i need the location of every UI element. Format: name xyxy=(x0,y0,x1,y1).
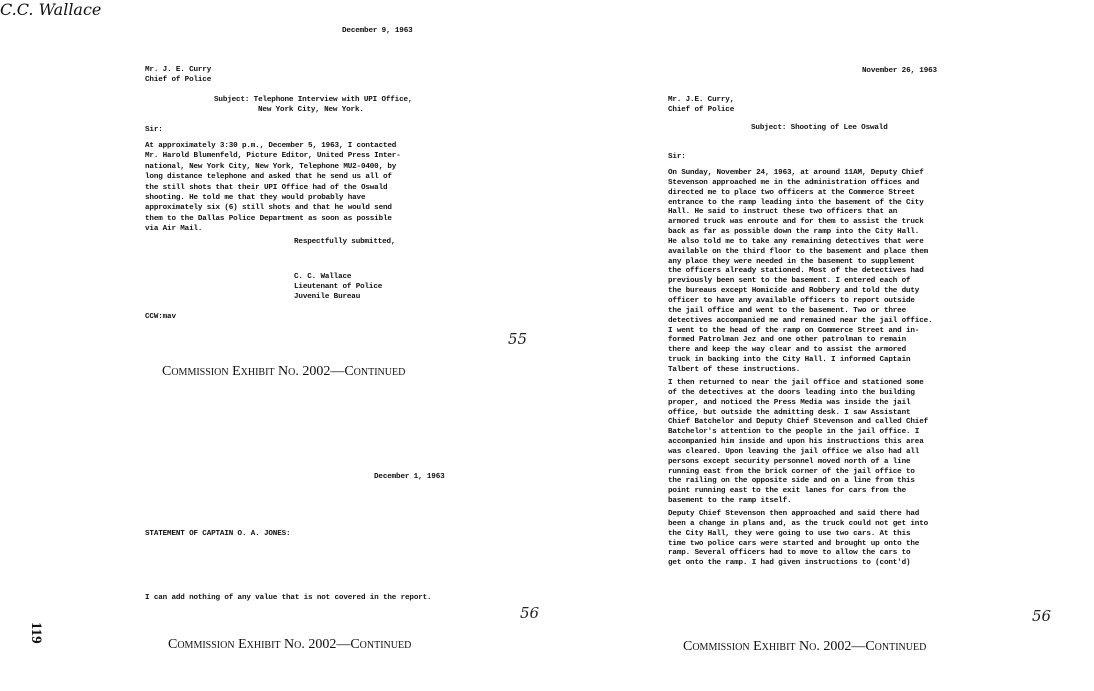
salutation: Sir: xyxy=(668,153,686,161)
subject-line-1: Subject: Telephone Interview with UPI Office, xyxy=(214,96,413,104)
letter-date: November 26, 1963 xyxy=(862,67,937,75)
letter-paragraph-2: I then returned to near the jail office and stationed some of the detectives at the doors leading into the building proper, and noticed the Press Media was inside the jail office, but outside the admitting desk. I saw Assistant Chief Batchelor and Deputy Chief Stevenson and called Chief Batchelor's attention to the people in the jail office. I accompanied him inside and upon his instructions this area was cleared. Upon leaving the jail office we also had all persons except security personnel moved north of a line running east from the brick corner of the jail office to the railing on the opposite side and on a line from this point running east to the exit lanes for cars from the basement to the ramp itself. xyxy=(668,379,929,506)
exhibit-caption: Commission Exhibit No. 2002—Continued xyxy=(162,364,406,379)
statement-body: I can add nothing of any value that is not covered in the report. xyxy=(145,594,432,602)
handwritten-number: 56 xyxy=(1032,607,1052,625)
statement-title: STATEMENT OF CAPTAIN O. A. JONES: xyxy=(145,530,291,538)
letter-date: December 9, 1963 xyxy=(342,27,413,35)
initials: CCW:mav xyxy=(145,313,176,321)
addressee-line-1: Mr. J.E. Curry, xyxy=(668,96,735,104)
closing: Respectfully submitted, xyxy=(294,238,396,246)
letter-paragraph-1: On Sunday, November 24, 1963, at around 11AM, Deputy Chief Stevenson approached me in the administration offices and directed me to place two officers at the Commerce Street entrance to the ramp leading into the basement of the City Hall. He said to instruct these two officers that an armored truck was enroute and for them to assist the truck back as far as possible down the ramp into the City Hall. He also told me to take any remaining detectives that were available on the third floor to the basement and place them any place they were needed in the basement to supplement the officers already stationed. Most of the detectives had previously been sent to the basement. I entered each of the bureaus except Homicide and Robbery and told the duty officer to have any available officers to report outside the jail office and went to the basement. Two or three detectives accompanied me and remained near the jail office. I went to the head of the ramp on Commerce Street and in- formed Patrolman Jez and one other patrolman to remain there and keep the way clear and to assist the armored truck in backing into the City Hall. I informed Captain Talbert of these instructions. xyxy=(668,169,933,374)
exhibit-caption: Commission Exhibit No. 2002—Continued xyxy=(168,637,412,652)
letter-paragraph-3: Deputy Chief Stevenson then approached and said there had been a change in plans and, as the truck could not get into the City Hall, they were going to use two cars. At this time two police cars were started and brought up onto the ramp. Several officers had to move to allow the cars to get onto the ramp. I had given instructions to (cont'd) xyxy=(668,510,929,568)
statement-date: December 1, 1963 xyxy=(374,473,445,481)
addressee-line-2: Chief of Police xyxy=(668,106,735,114)
signature: C.C. Wallace xyxy=(0,0,102,19)
subject-line-2: New York City, New York. xyxy=(258,106,364,114)
addressee-line-1: Mr. J. E. Curry xyxy=(145,66,212,74)
exhibit-caption: Commission Exhibit No. 2002—Continued xyxy=(683,639,927,654)
letter-body: At approximately 3:30 p.m., December 5, 1963, I contacted Mr. Harold Blumenfeld, Picture Editor, United Press Inter- national, New York City, New York, Telephone MU2-0400, by long distance telephone and asked that he send us all of the still shots that their UPI Office had of the Oswald shooting. He told me that they would probably have approximately six (6) still shots and that he would send them to the Dallas Police Department as soon as possible via Air Mail. xyxy=(145,142,401,234)
addressee-line-2: Chief of Police xyxy=(145,76,212,84)
signer-title: Lieutenant of Police xyxy=(294,283,383,291)
salutation: Sir: xyxy=(145,126,163,134)
handwritten-number: 55 xyxy=(508,330,528,348)
handwritten-number: 56 xyxy=(520,604,540,622)
signer-unit: Juvenile Bureau xyxy=(294,293,361,301)
signer-name: C. C. Wallace xyxy=(294,273,352,281)
page-number: 119 xyxy=(28,622,44,644)
subject-line: Subject: Shooting of Lee Oswald xyxy=(751,124,888,132)
